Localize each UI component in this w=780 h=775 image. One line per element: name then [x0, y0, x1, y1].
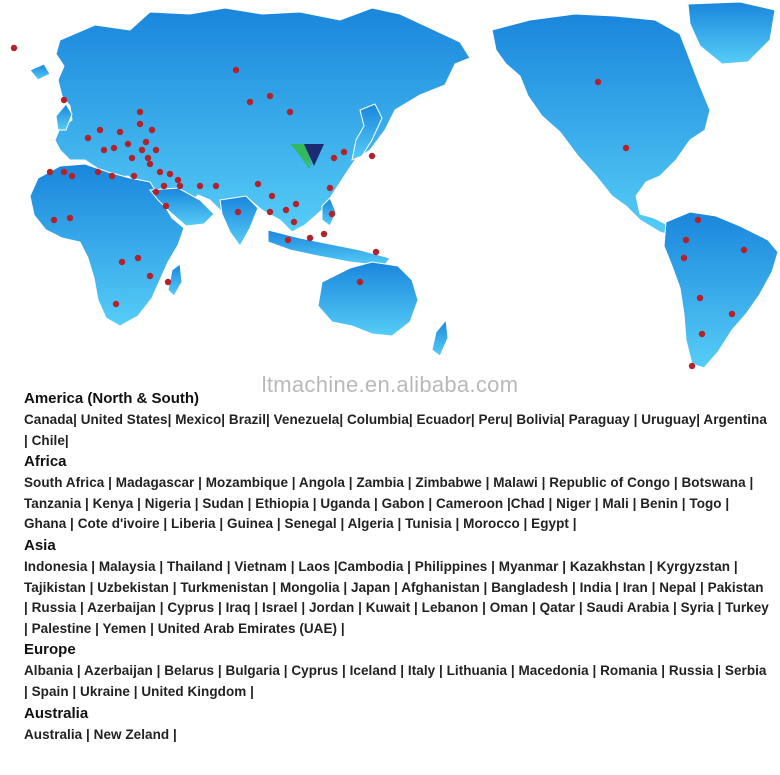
location-marker-icon — [373, 249, 379, 255]
location-marker-icon — [233, 67, 239, 73]
location-marker-icon — [175, 177, 181, 183]
location-marker-icon — [95, 169, 101, 175]
location-marker-icon — [111, 145, 117, 151]
location-marker-icon — [61, 97, 67, 103]
location-marker-icon — [135, 255, 141, 261]
region-country-list: Canada| United States| Mexico| Brazil| Venezuela| Columbia| Ecuador| Peru| Bolivia| Paraguay | Uruguay| Argentina | Chile| — [24, 412, 767, 448]
region-asia — [24, 535, 769, 639]
location-marker-icon — [307, 235, 313, 241]
location-marker-icon — [255, 181, 261, 187]
region-title: Asia — [24, 536, 56, 554]
location-marker-icon — [85, 135, 91, 141]
location-marker-icon — [167, 171, 173, 177]
region-country-list: Albania | Azerbaijan | Belarus | Bulgaria | Cyprus | Iceland | Italy | Lithuania | Macedonia | Romania | Russia | Serbia | Spain | Ukraine | United Kingdom | — [24, 663, 767, 699]
location-marker-icon — [131, 173, 137, 179]
location-marker-icon — [153, 147, 159, 153]
location-marker-icon — [161, 183, 167, 189]
location-marker-icon — [683, 237, 689, 243]
location-marker-icon — [139, 147, 145, 153]
location-marker-icon — [291, 219, 297, 225]
world-map — [0, 0, 780, 385]
india-landmass — [220, 196, 258, 246]
location-marker-icon — [101, 147, 107, 153]
indonesia-landmass — [268, 230, 390, 266]
location-marker-icon — [369, 153, 375, 159]
location-marker-icon — [51, 217, 57, 223]
region-title: Australia — [24, 704, 89, 722]
location-marker-icon — [165, 279, 171, 285]
location-marker-icon — [147, 273, 153, 279]
new-zealand-landmass — [432, 320, 448, 356]
location-marker-icon — [595, 79, 601, 85]
location-marker-icon — [341, 149, 347, 155]
region-title: Europe — [24, 641, 76, 659]
location-marker-icon — [699, 331, 705, 337]
location-marker-icon — [67, 215, 73, 221]
region-title: America (North & South) — [24, 390, 200, 407]
location-marker-icon — [129, 155, 135, 161]
location-marker-icon — [97, 127, 103, 133]
location-marker-icon — [147, 161, 153, 167]
location-marker-icon — [143, 139, 149, 145]
region-africa — [24, 451, 769, 535]
location-marker-icon — [109, 173, 115, 179]
landmasses — [30, 2, 778, 368]
north-america-landmass — [492, 14, 710, 236]
location-marker-icon — [681, 255, 687, 261]
location-marker-icon — [137, 109, 143, 115]
region-country-list: Australia | New Zeland | — [24, 726, 177, 742]
region-europe — [24, 639, 769, 702]
location-marker-icon — [117, 129, 123, 135]
location-marker-icon — [119, 259, 125, 265]
location-marker-icon — [197, 183, 203, 189]
location-marker-icon — [11, 45, 17, 51]
watermark-text: ltmachine.en.alibaba.com — [261, 372, 519, 397]
location-marker-icon — [69, 173, 75, 179]
location-marker-icon — [623, 145, 629, 151]
location-marker-icon — [157, 169, 163, 175]
location-marker-icon — [267, 93, 273, 99]
australia-landmass — [318, 262, 418, 336]
region-country-list: Indonesia | Malaysia | Thailand | Vietnam | Laos |Cambodia | Philippines | Myanmar | Kazakhstan | Kyrgyzstan | Tajikistan | Uzbekistan | Turkmenistan | Mongolia | Japan | Afghanistan | Bangladesh | India | Iran | Nepal | Pakistan | Russia | Azerbaijan | Cyprus | Iraq | Israel | Jordan | Kuwait | Lebanon | Oman | Qatar | Saudi Arabia | Syria | Turkey | Palestine | Yemen | United Arab Emirates (UAE) | — [24, 558, 769, 636]
location-marker-icon — [213, 183, 219, 189]
location-marker-icon — [125, 141, 131, 147]
location-marker-icon — [283, 207, 289, 213]
greenland-landmass — [688, 2, 775, 64]
location-marker-icon — [329, 211, 335, 217]
location-marker-icon — [741, 247, 747, 253]
location-marker-icon — [145, 155, 151, 161]
location-marker-icon — [235, 209, 241, 215]
location-marker-icon — [47, 169, 53, 175]
location-marker-icon — [137, 121, 143, 127]
region-country-list: South Africa | Madagascar | Mozambique | Angola | Zambia | Zimbabwe | Malawi | Republic of Congo | Botswana | Tanzania | Kenya | Nigeria | Sudan | Ethiopia | Uganda | Gabon | Cameroon |Chad | Niger | Mali | Benin | Togo | Ghana | Cote d'ivoire | Liberia | Guinea | Senegal | Algeria | Tunisia | Morocco | Egypt | — [24, 475, 754, 532]
region-title: Africa — [24, 453, 67, 471]
location-marker-icon — [331, 155, 337, 161]
location-marker-icon — [153, 189, 159, 195]
region-lists — [24, 388, 769, 745]
location-marker-icon — [247, 99, 253, 105]
south-america-landmass — [664, 212, 778, 368]
region-america — [24, 388, 769, 451]
location-marker-icon — [163, 203, 169, 209]
location-marker-icon — [293, 201, 299, 207]
location-marker-icon — [269, 193, 275, 199]
location-marker-icon — [695, 217, 701, 223]
location-marker-icon — [113, 301, 119, 307]
location-marker-icon — [61, 169, 67, 175]
location-marker-icon — [285, 237, 291, 243]
location-marker-icon — [697, 295, 703, 301]
location-marker-icon — [149, 127, 155, 133]
location-marker-icon — [327, 185, 333, 191]
location-marker-icon — [321, 231, 327, 237]
location-marker-icon — [177, 183, 183, 189]
location-marker-icon — [729, 311, 735, 317]
location-marker-icon — [357, 279, 363, 285]
location-marker-icon — [287, 109, 293, 115]
region-australia — [24, 703, 769, 746]
location-marker-icon — [267, 209, 273, 215]
iceland-landmass — [30, 64, 50, 80]
location-marker-icon — [689, 363, 695, 369]
